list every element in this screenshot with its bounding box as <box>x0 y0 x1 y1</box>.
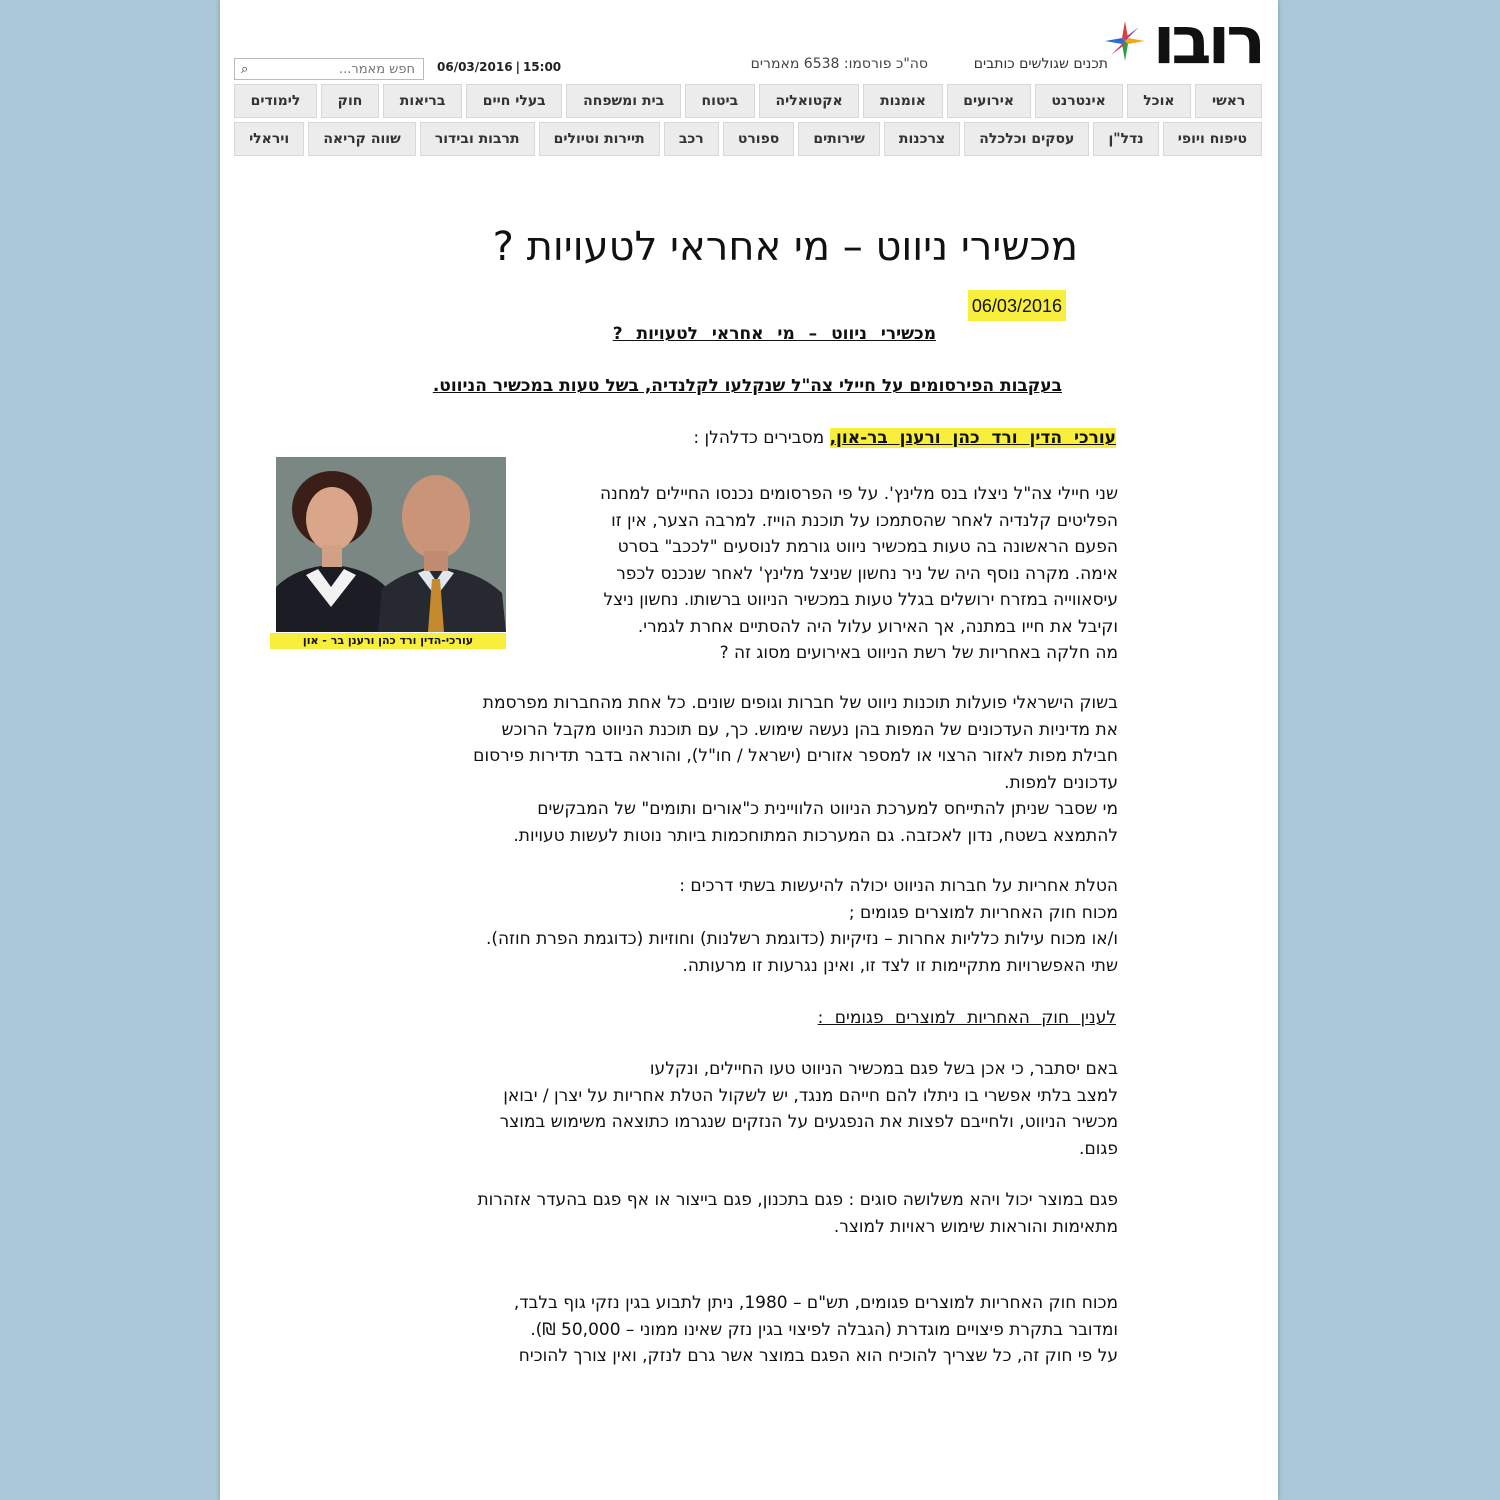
nav-item[interactable]: חוק <box>321 84 379 118</box>
text-line: מתאימות והוראות שימוש ראויות למוצר. <box>833 1216 1118 1237</box>
authors-photo <box>276 457 506 632</box>
text-line: הטלת אחריות על חברות הניווט יכולה להיעשות בשתי דרכים : <box>679 876 1118 896</box>
text-line: חבילת מפות לאזור הרצוי או למספר אזורים (ישראל / חו"ל), והוראה בדבר תדירות פירסום <box>473 746 1118 766</box>
authors-photo-image <box>276 457 506 632</box>
section-heading: לענין חוק האחריות למוצרים פגומים : <box>817 1008 1116 1028</box>
current-date: 06/03/2016 <box>437 60 513 74</box>
article-date: 06/03/2016 <box>968 290 1066 321</box>
text-line: פגום. <box>1079 1138 1118 1159</box>
authors-line <box>693 428 1116 448</box>
text-line: מכוח חוק האחריות למוצרים פגומים ; <box>848 902 1118 923</box>
nav-item[interactable]: צרכנות <box>884 122 960 156</box>
paragraph-law <box>378 1290 1118 1370</box>
text-line: מכשיר הניווט, ולחייבם לפצות את הנפגעים על הנזקים שנגרמו כתוצאה משימוש במוצר <box>499 1112 1118 1132</box>
text-line: וקיבל את חייו במתנה, אך האירוע עלול היה להסתיים אחרת לגמרי. <box>637 616 1118 637</box>
nav-item[interactable]: ספורט <box>723 122 795 156</box>
text-line: מה חלקה באחריות של רשת הניווט באירועים מסוג זה ? <box>719 643 1118 663</box>
nav-item[interactable]: בעלי חיים <box>466 84 562 118</box>
article-title: מכשירי ניווט – מי אחראי לטעויות ? <box>492 224 1078 270</box>
paragraph-defect-types <box>378 1187 1118 1240</box>
nav-item[interactable]: תרבות ובידור <box>420 122 535 156</box>
current-time: 15:00 <box>522 60 562 74</box>
nav-item[interactable]: לימודים <box>234 84 317 118</box>
nav-item[interactable]: רכב <box>664 122 719 156</box>
current-datetime: 06/03/2016 | 15:00 <box>437 60 562 74</box>
authors-names: עורכי הדין ורד כהן ורענן בר-און, <box>829 428 1116 448</box>
search-box[interactable] <box>234 58 424 80</box>
nav-item[interactable]: שווה קריאה <box>308 122 416 156</box>
logo-tagline: תכנים שגולשים כותבים <box>973 56 1108 72</box>
nav-item[interactable]: עסקים וכלכלה <box>964 122 1089 156</box>
nav-item[interactable]: ראשי <box>1195 84 1262 118</box>
text-line: עדכונים למפות. <box>1004 772 1118 793</box>
text-line: שתי האפשרויות מתקיימות זו לצד זו, ואינן נגרעות זו מרעותה. <box>682 955 1118 976</box>
search-icon[interactable]: ⌕ <box>241 61 249 77</box>
nav-item[interactable]: אירועים <box>947 84 1031 118</box>
text-line: שני חיילי צה"ל ניצלו בנס מלינץ'. על פי הפרסומים נכנסו החיילים למחנה <box>599 484 1118 504</box>
authors-suffix: מסבירים כדלהלן : <box>693 428 830 448</box>
text-line: את מדיניות העדכונים של המפות בהן נעשה שימוש. כך, עם תוכנת הניווט מקבל הרוכש <box>501 719 1118 740</box>
text-line: הפעם הראשונה בה טעות במכשיר ניווט גורמת לנוסעים "לככב" בסרט <box>617 537 1118 557</box>
text-line: על פי חוק זה, כל שצריך להוכיח הוא הפגם במוצר אשר גרם לנזק, ואין צורך להוכיח <box>518 1346 1118 1366</box>
photo-caption: עורכי-הדין ורד כהן ורענן בר - און <box>270 633 506 649</box>
nav-item[interactable]: ביטוח <box>685 84 755 118</box>
nav-item[interactable]: שירותים <box>798 122 880 156</box>
star-logo-icon <box>1103 19 1147 63</box>
text-line: מי שסבר שניתן להתייחס למערכת הניווט הלוויינית כ"אורים ותומים" של המבקשים <box>537 799 1118 819</box>
nav-item[interactable]: בריאות <box>383 84 462 118</box>
nav-item[interactable]: אוכל <box>1127 84 1192 118</box>
nav-item[interactable]: אומנות <box>863 84 942 118</box>
logo-text: רובו <box>1152 2 1262 79</box>
site-logo[interactable] <box>1103 2 1262 79</box>
text-line: עיסאווייה במזרח ירושלים בגלל טעות במכשיר הניווט ברשותו. נחשון ניצל <box>603 590 1118 610</box>
text-line: פגם במוצר יכול ויהא משלושה סוגים : פגם בתכנון, פגם בייצור או אף פגם בהעדר אזהרות <box>477 1190 1118 1210</box>
text-line: ו/או מכוח עילות כלליות אחרות – נזיקיות (כדוגמת רשלנות) וחוזיות (כדוגמת הפרת חוזה). <box>485 929 1118 949</box>
search-input[interactable] <box>263 61 417 78</box>
article-subtitle: מכשירי ניווט – מי אחראי לטעויות ? <box>612 324 936 344</box>
nav-item[interactable]: טיפוח ויופי <box>1163 122 1262 156</box>
nav-item[interactable]: בית ומשפחה <box>566 84 680 118</box>
paragraph-defect <box>378 1056 1118 1162</box>
text-line: בשוק הישראלי פועלות תוכנות ניווט של חברות וגופים שונים. כל אחת מהחברות מפרסמת <box>482 693 1118 713</box>
nav-item[interactable]: נדל"ן <box>1093 122 1158 156</box>
nav-item[interactable]: ויראלי <box>234 122 304 156</box>
text-line: מכוח חוק האחריות למוצרים פגומים, תש"ם – 1980, ניתן לתבוע בגין נזקי גוף בלבד, <box>513 1293 1118 1313</box>
text-line: למצב בלתי אפשרי בו ניתלו להם חייהם מנגד, יש לשקול הטלת אחריות על יצרן / יבואן <box>503 1085 1118 1106</box>
text-line: אימה. מקרה נוסף היה של ניר נחשון שניצל מלינץ' לאחר שנכנס לכפר <box>616 563 1118 584</box>
paragraph-market <box>378 690 1118 849</box>
text-line: באם יסתבר, כי אכן בשל פגם במכשיר הניווט טעו החיילים, ונקלעו <box>649 1059 1118 1079</box>
text-line: הפליטים קלנדיה לאחר שהסתמכו על תוכנת הוייז. למרבה הצער, אין זו <box>611 510 1118 531</box>
article-count: סה"כ פורסמו: 6538 מאמרים <box>750 56 928 72</box>
nav-item[interactable]: אקטואליה <box>759 84 860 118</box>
main-nav <box>234 84 1262 118</box>
text-line: להתמצא בשטח, נדון לאכזבה. גם המערכות המתוחכמות ביותר נוטות לעשות טעויות. <box>513 825 1118 846</box>
article-lead: בעקבות הפירסומים על חיילי צה"ל שנקלעו לקלנדיה, בשל טעות במכשיר הניווט. <box>432 376 1062 396</box>
paragraph-liability <box>378 873 1118 979</box>
secondary-nav <box>234 122 1262 156</box>
nav-item[interactable]: אינטרנט <box>1035 84 1123 118</box>
nav-item[interactable]: תיירות וטיולים <box>539 122 660 156</box>
paragraph-intro <box>518 481 1118 667</box>
text-line: ומדובר בתקרת פיצויים מוגדרת (הגבלה לפיצוי בגין נזק שאינו ממוני – 50,000 ₪). <box>530 1319 1118 1340</box>
document-page <box>220 0 1278 1500</box>
